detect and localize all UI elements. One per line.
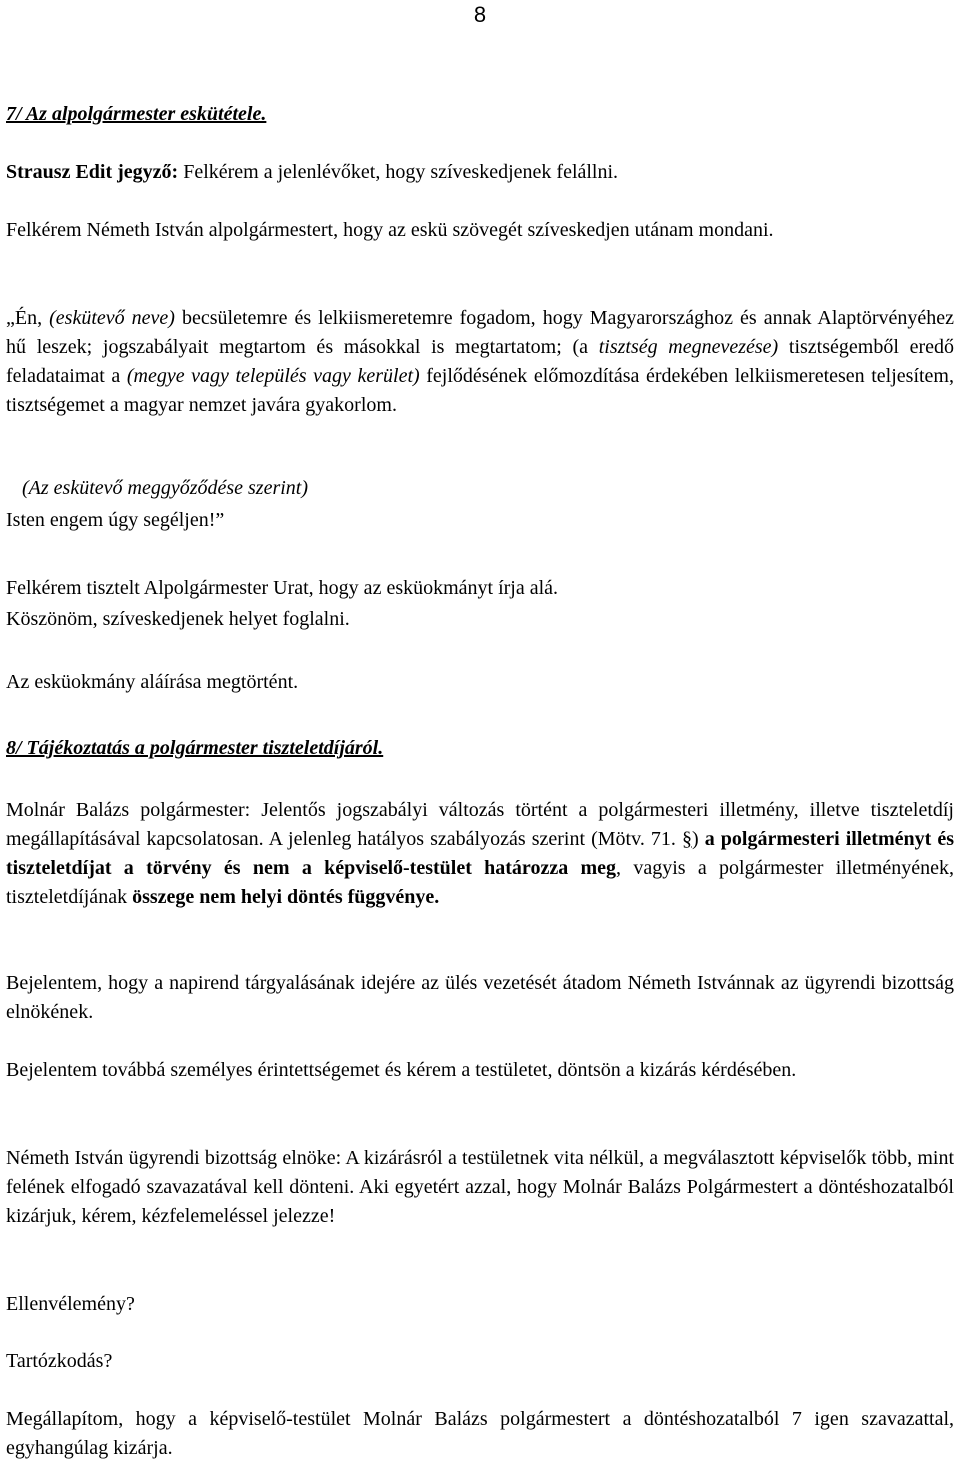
handover-announcement: Bejelentem, hogy a napirend tárgyalásának idejére az ülés vezetését átadom Németh Istvánnak az ügyrendi bizottság elnökének.	[6, 972, 954, 1023]
signing-request: Felkérem tisztelt Alpolgármester Urat, hogy az esküokmányt írja alá.	[6, 577, 559, 599]
vote-result: Megállapítom, hogy a képviselő-testület Molnár Balázs polgármestert a döntéshozatalból 7 igen szavazattal, egyhangúlag kizárja.	[6, 1408, 954, 1459]
oath-placeholder-name: (eskütevő neve)	[49, 307, 175, 329]
oath-request: Felkérem Németh István alpolgármestert, hogy az eskü szövegét szíveskedjen utánam mondani.	[6, 219, 774, 241]
interest-declaration: Bejelentem továbbá személyes érintettségemet és kérem a testületet, döntsön a kizárás kérdésében.	[6, 1059, 797, 1081]
oath-conviction-note: (Az eskütevő meggyőződése szerint)	[22, 477, 309, 499]
speaker-name: Strausz Edit jegyző:	[6, 161, 179, 183]
statement-text: )	[691, 828, 705, 850]
section-8-heading: 8/ Tájékoztatás a polgármester tiszteletdíjáról.	[6, 737, 384, 759]
clerk-statement	[6, 158, 954, 187]
oath-text-part: becsületemre és lelkiismeretemre fogadom, hogy Magyarországhoz és annak Alaptörvényéhez hű leszek; jogszabályait megtartom és másokkal is megtartatom; (a	[6, 307, 954, 358]
oath-text-part: fejlődésének előmozdítása érdekében lelkiismeretesen teljesítem, tisztségemet a magyar nemzet javára gyakorlom.	[6, 365, 954, 416]
vote-against-question: Ellenvélemény?	[6, 1293, 135, 1315]
oath-closing: Isten engem úgy segéljen!”	[6, 509, 225, 531]
oath-open: „Én,	[6, 307, 50, 329]
section-sign: §	[681, 828, 692, 850]
oath-placeholder-locality: (megye vagy település vagy kerület)	[126, 365, 420, 387]
abstain-question: Tartózkodás?	[6, 1350, 113, 1372]
statement-text: Felkérem a jelenlévőket, hogy szíveskedjenek felállni.	[178, 161, 619, 183]
mayor-statement	[6, 796, 954, 912]
committee-chair-statement: Németh István ügyrendi bizottság elnöke: A kizárásról a testületnek vita nélkül, a megválasztott képviselők több, mint felének elfogadó szavazatával kell dönteni. Aki egyetért azzal, hogy Molnár Balázs Polgármestert a döntéshozatalból kizárjuk, kérem, kézfelemeléssel jelezze!	[6, 1147, 954, 1227]
oath-text-part: tisztségemből eredő feladataimat a	[6, 336, 954, 387]
oath-placeholder-title: tisztség megnevezése)	[598, 336, 779, 358]
statement-text: , vagyis a polgármester illetményének, tiszteletdíjának	[6, 857, 954, 908]
statement-text: Molnár Balázs polgármester: Jelentős jogszabályi változás történt a polgármesteri illetmény, illetve tiszteletdíj megállapításával kapcsolatosan. A jelenleg hatályos szabályozás szerint (Mötv. 71.	[6, 799, 954, 850]
thanks-statement: Köszönöm, szíveskedjenek helyet foglalni.	[6, 608, 350, 630]
page-number: 8	[473, 2, 487, 27]
bold-statement: a polgármesteri illetményt és tiszteletdíjat a törvény és nem a képviselő-testület határozza meg	[6, 828, 955, 879]
section-7-heading: 7/ Az alpolgármester eskütétele.	[6, 103, 267, 125]
signing-record: Az esküokmány aláírása megtörtént.	[6, 671, 299, 693]
oath-text	[6, 304, 954, 420]
bold-statement: összege nem helyi döntés függvénye.	[132, 886, 440, 908]
